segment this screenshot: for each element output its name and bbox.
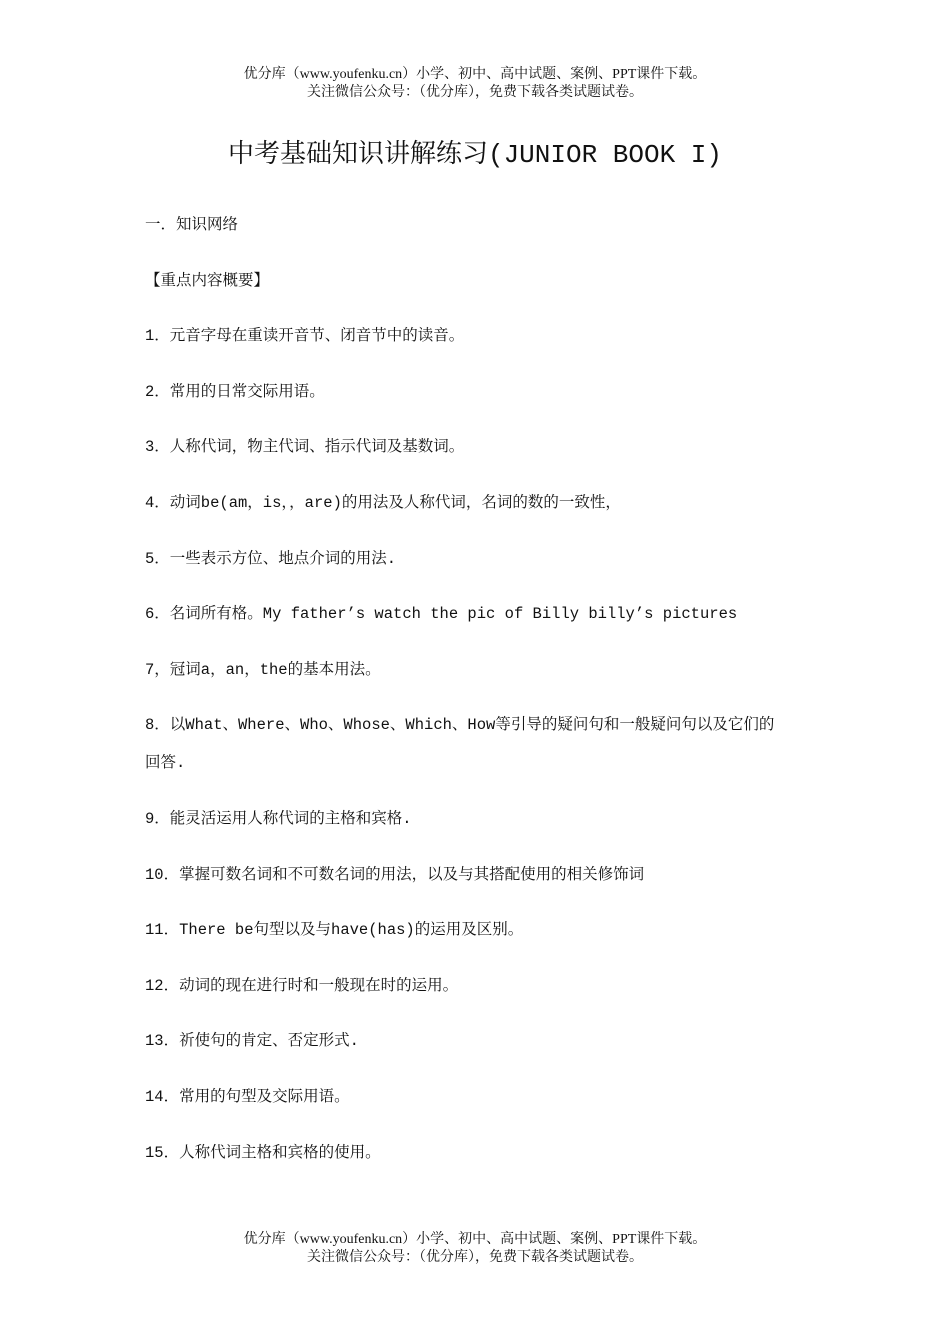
list-item: 14．常用的句型及交际用语。 — [145, 1087, 350, 1106]
list-item: 10．掌握可数名词和不可数名词的用法，以及与其搭配使用的相关修饰词 — [145, 865, 645, 884]
list-item: 15．人称代词主格和宾格的使用。 — [145, 1143, 381, 1162]
list-item: 12．动词的现在进行时和一般现在时的运用。 — [145, 976, 459, 995]
list-item: 6．名词所有格。My father’s watch the pic of Billy billy’s pictures — [145, 605, 738, 624]
header-line-1: 优分库（www.youfenku.cn）小学、初中、高中试题、案例、PPT课件下载。 — [243, 67, 707, 82]
list-item: 4．动词be(am，is，，are)的用法及人称代词，名词的数的一致性， — [145, 493, 621, 512]
list-item: 13．祈使句的肯定、否定形式. — [145, 1032, 359, 1051]
list-item: 9．能灵活运用人称代词的主格和宾格. — [145, 809, 412, 828]
footer-line-1: 优分库（www.youfenku.cn）小学、初中、高中试题、案例、PPT课件下载。 — [243, 1232, 707, 1247]
document-title: 中考基础知识讲解练习(JUNIOR BOOK I) — [227, 140, 723, 170]
list-item-continuation: 回答. — [145, 754, 186, 773]
list-item — [145, 712, 845, 776]
document-body — [145, 212, 845, 1195]
section-heading: 一．知识网络 — [145, 216, 239, 234]
list-item: 2．常用的日常交际用语。 — [145, 382, 325, 401]
subheading: 【重点内容概要】 — [145, 271, 270, 290]
list-item: 3．人称代词，物主代词、指示代词及基数词。 — [145, 438, 465, 457]
page-header — [0, 66, 950, 102]
list-item: 11．There be句型以及与have(has)的运用及区别。 — [145, 921, 524, 940]
footer-line-2: 关注微信公众号：（优分库），免费下载各类试题试卷。 — [307, 1250, 643, 1265]
list-item: 7，冠词a，an，the的基本用法。 — [145, 660, 381, 679]
page-footer — [0, 1231, 950, 1267]
header-line-2: 关注微信公众号：（优分库），免费下载各类试题试卷。 — [307, 85, 643, 100]
list-item-line: 8．以What、Where、Who、Whose、Which、How等引导的疑问句和一般疑问句以及它们的 — [145, 716, 775, 735]
list-item: 5．一些表示方位、地点介词的用法. — [145, 549, 397, 568]
list-item: 1．元音字母在重读开音节、闭音节中的读音。 — [145, 327, 465, 346]
